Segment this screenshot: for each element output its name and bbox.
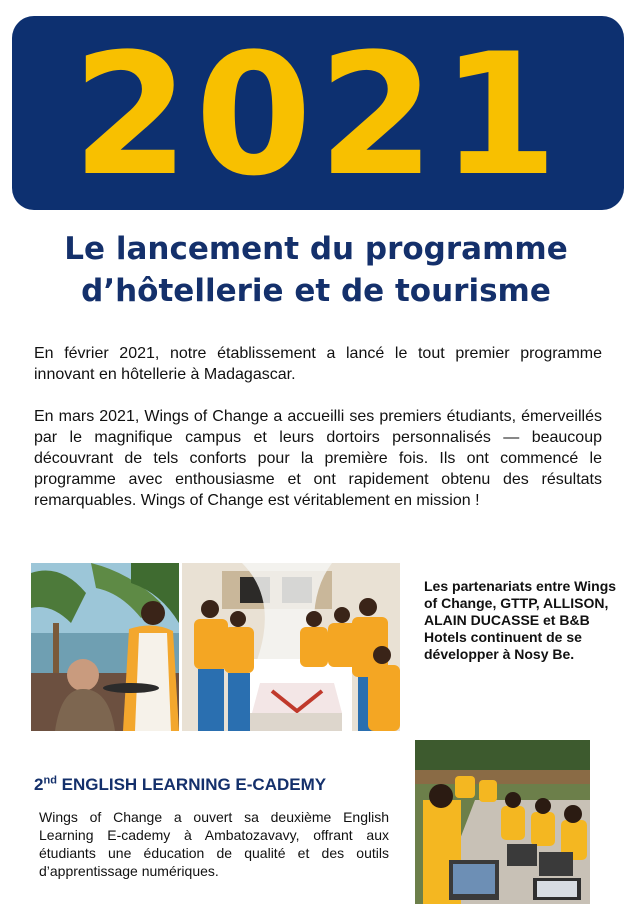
academy-title-number: 2 [34,775,44,794]
headline-line-2: d’hôtellerie et de tourisme [81,273,551,309]
academy-paragraph: Wings of Change a ouvert sa deuxième English Learning E-cademy à Ambatozavavy, offrant aux étudiants une éducation de qualité et des outils d’apprentissage numériques. [39,809,389,879]
intro-paragraph-1: En février 2021, notre établissement a lancé le tout premier programme innovant en hôtellerie à Madagascar. [34,345,602,383]
academy-title-rest: ENGLISH LEARNING E-CADEMY [56,775,327,794]
headline-line-1: Le lancement du programme [64,231,568,267]
intro-paragraph-2: En mars 2021, Wings of Change a accueilli ses premiers étudiants, émerveillés par le magnifique campus et leurs dortoirs personnalisés — beaucoup découvrant de tels conforts pour la première fois. Ils ont commencé le programme avec enthousiasme et ont rapidement obtenu des résultats remarquables. Wings of Change est véritablement en mission ! [34,408,602,509]
academy-section-title [34,774,414,796]
academy-title-ordinal-suffix: nd [43,774,57,787]
year-text: 2021 [72,17,564,213]
photo-students-laptops [415,740,590,904]
year-banner [12,16,624,213]
page-headline [20,228,612,312]
partners-caption: Les partenariats entre Wings of Change, GTTP, ALLISON, ALAIN DUCASSE et B&B Hotels continuent de se développer à Nosy Be. [424,578,617,662]
photo-student-waiter [31,563,179,731]
photo-students-group [182,563,400,731]
